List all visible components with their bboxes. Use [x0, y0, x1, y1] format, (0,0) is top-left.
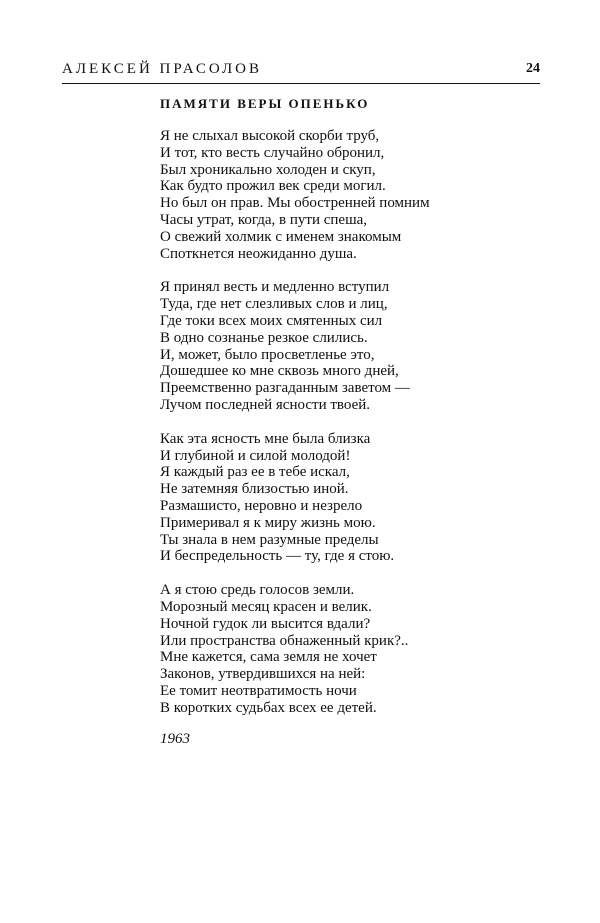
- poem-line: Я каждый раз ее в тебе искал,: [160, 464, 350, 481]
- poem-line: В одно сознанье резкое слились.: [160, 329, 368, 346]
- poem-body: [160, 128, 540, 734]
- poem-line: И глубиной и силой молодой!: [160, 447, 351, 464]
- poem-line: Дошедшее ко мне сквозь много дней,: [160, 363, 399, 380]
- poem-line: Был хроникально холоден и скуп,: [160, 161, 376, 178]
- poem-line: Лучом последней ясности твоей.: [160, 396, 370, 413]
- poem-line: А я стою средь голосов земли.: [160, 582, 355, 599]
- page-number: 24: [526, 61, 540, 76]
- poem-line: Я принял весть и медленно вступил: [160, 279, 390, 296]
- poem-line: Мне кажется, сама земля не хочет: [160, 649, 377, 666]
- poem-line: Туда, где нет слезливых слов и лиц,: [160, 296, 388, 313]
- poem-title: ПАМЯТИ ВЕРЫ ОПЕНЬКО: [160, 96, 370, 111]
- poem-line: Морозный месяц красен и велик.: [160, 598, 372, 615]
- poem-line: И беспредельность — ту, где я стою.: [160, 548, 395, 565]
- header-rule: [62, 83, 540, 84]
- poem-line: Часы утрат, когда, в пути спеша,: [160, 211, 368, 228]
- stanza: [160, 431, 540, 565]
- poem-line: Я не слыхал высокой скорби труб,: [160, 128, 380, 144]
- stanza: [160, 582, 540, 716]
- poem-line: И тот, кто весть случайно обронил,: [160, 144, 385, 161]
- poem-line: Размашисто, неровно и незрело: [160, 497, 363, 514]
- poem-line: Законов, утвердившихся на ней:: [160, 666, 366, 683]
- poem-line: Ночной гудок ли высится вдали?: [160, 615, 371, 632]
- poem-line: Но был он прав. Мы обостренней помним: [160, 195, 430, 212]
- poem-line: Споткнется неожиданно душа.: [160, 245, 357, 262]
- running-head-author: АЛЕКСЕЙ ПРАСОЛОВ: [62, 61, 262, 77]
- poem-line: Где токи всех моих смятенных сил: [160, 312, 383, 329]
- poem-line: Или пространства обнаженный крик?..: [160, 632, 409, 649]
- poem-line: И, может, было просветленье это,: [160, 346, 375, 363]
- poem-line: Не затемняя близостью иной.: [160, 481, 349, 498]
- poem-date: 1963: [160, 731, 190, 747]
- poem-line: Ты знала в нем разумные пределы: [160, 531, 379, 548]
- running-head: [62, 60, 540, 80]
- poem-line: Как эта ясность мне была близка: [160, 430, 371, 447]
- stanza: [160, 279, 540, 413]
- poem-line: Преемственно разгаданным заветом —: [160, 380, 410, 397]
- poem-line: Как будто прожил век среди могил.: [160, 178, 386, 195]
- poem-line: Примеривал я к миру жизнь мою.: [160, 514, 376, 531]
- poem-line: В коротких судьбах всех ее детей.: [160, 699, 377, 716]
- poem-line: О свежий холмик с именем знакомым: [160, 228, 402, 245]
- poem-line: Ее томит неотвратимость ночи: [160, 682, 357, 699]
- stanza: [160, 128, 540, 262]
